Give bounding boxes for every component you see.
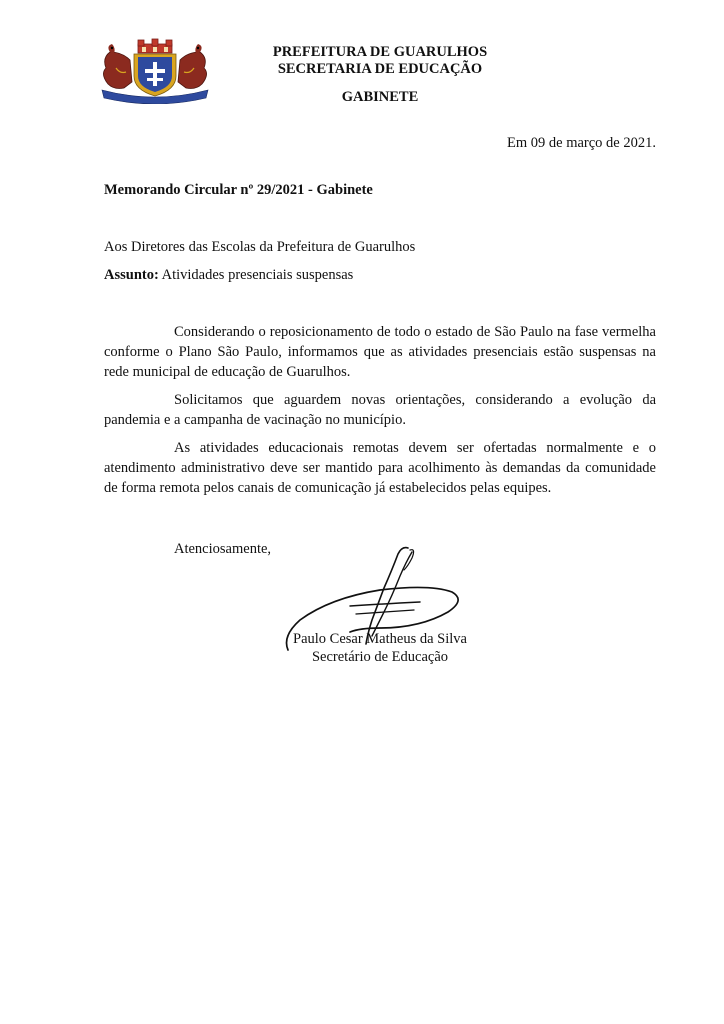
subject-text: Atividades presenciais suspensas (158, 267, 354, 283)
crown-icon (138, 39, 172, 53)
memo-body (104, 322, 656, 506)
subject-label: Assunto: (104, 267, 159, 283)
body-paragraph: As atividades educacionais remotas devem ser ofertadas normalmente e o atendimento administrativo deve ser mantido para acolhimento às demandas da comunidade de forma remota pelos canais de comunicação já estabelecidos pelas equipes. (104, 440, 656, 496)
coat-of-arms-icon (96, 38, 214, 104)
closing-salutation: Atenciosamente, (174, 541, 272, 557)
document-date: Em 09 de março de 2021. (507, 135, 656, 151)
shield-icon (134, 54, 176, 96)
signer-block (288, 630, 472, 666)
signer-name: Paulo Cesar Matheus da Silva (293, 631, 467, 647)
body-paragraph: Solicitamos que aguardem novas orientações, considerando a evolução da pandemia e a campanha de vacinação no município. (104, 392, 656, 428)
letterhead-city: PREFEITURA DE GUARULHOS (272, 44, 488, 60)
recipients-line: Aos Diretores das Escolas da Prefeitura de Guarulhos (104, 239, 416, 255)
left-bird-icon (103, 44, 132, 89)
body-paragraph: Considerando o reposicionamento de todo o estado de São Paulo na fase vermelha conforme o Plano São Paulo, informamos que as atividades presenciais estão suspensas na rede municipal de educação de Guarulhos. (104, 324, 656, 380)
subject-line (104, 267, 353, 284)
letterhead-department: SECRETARIA DE EDUCAÇÃO (277, 61, 483, 77)
signer-title: Secretário de Educação (311, 649, 449, 665)
right-bird-icon (178, 44, 207, 89)
letterhead-office: GABINETE (341, 89, 419, 105)
letterhead (250, 44, 510, 106)
memo-title: Memorando Circular nº 29/2021 - Gabinete (104, 182, 373, 198)
